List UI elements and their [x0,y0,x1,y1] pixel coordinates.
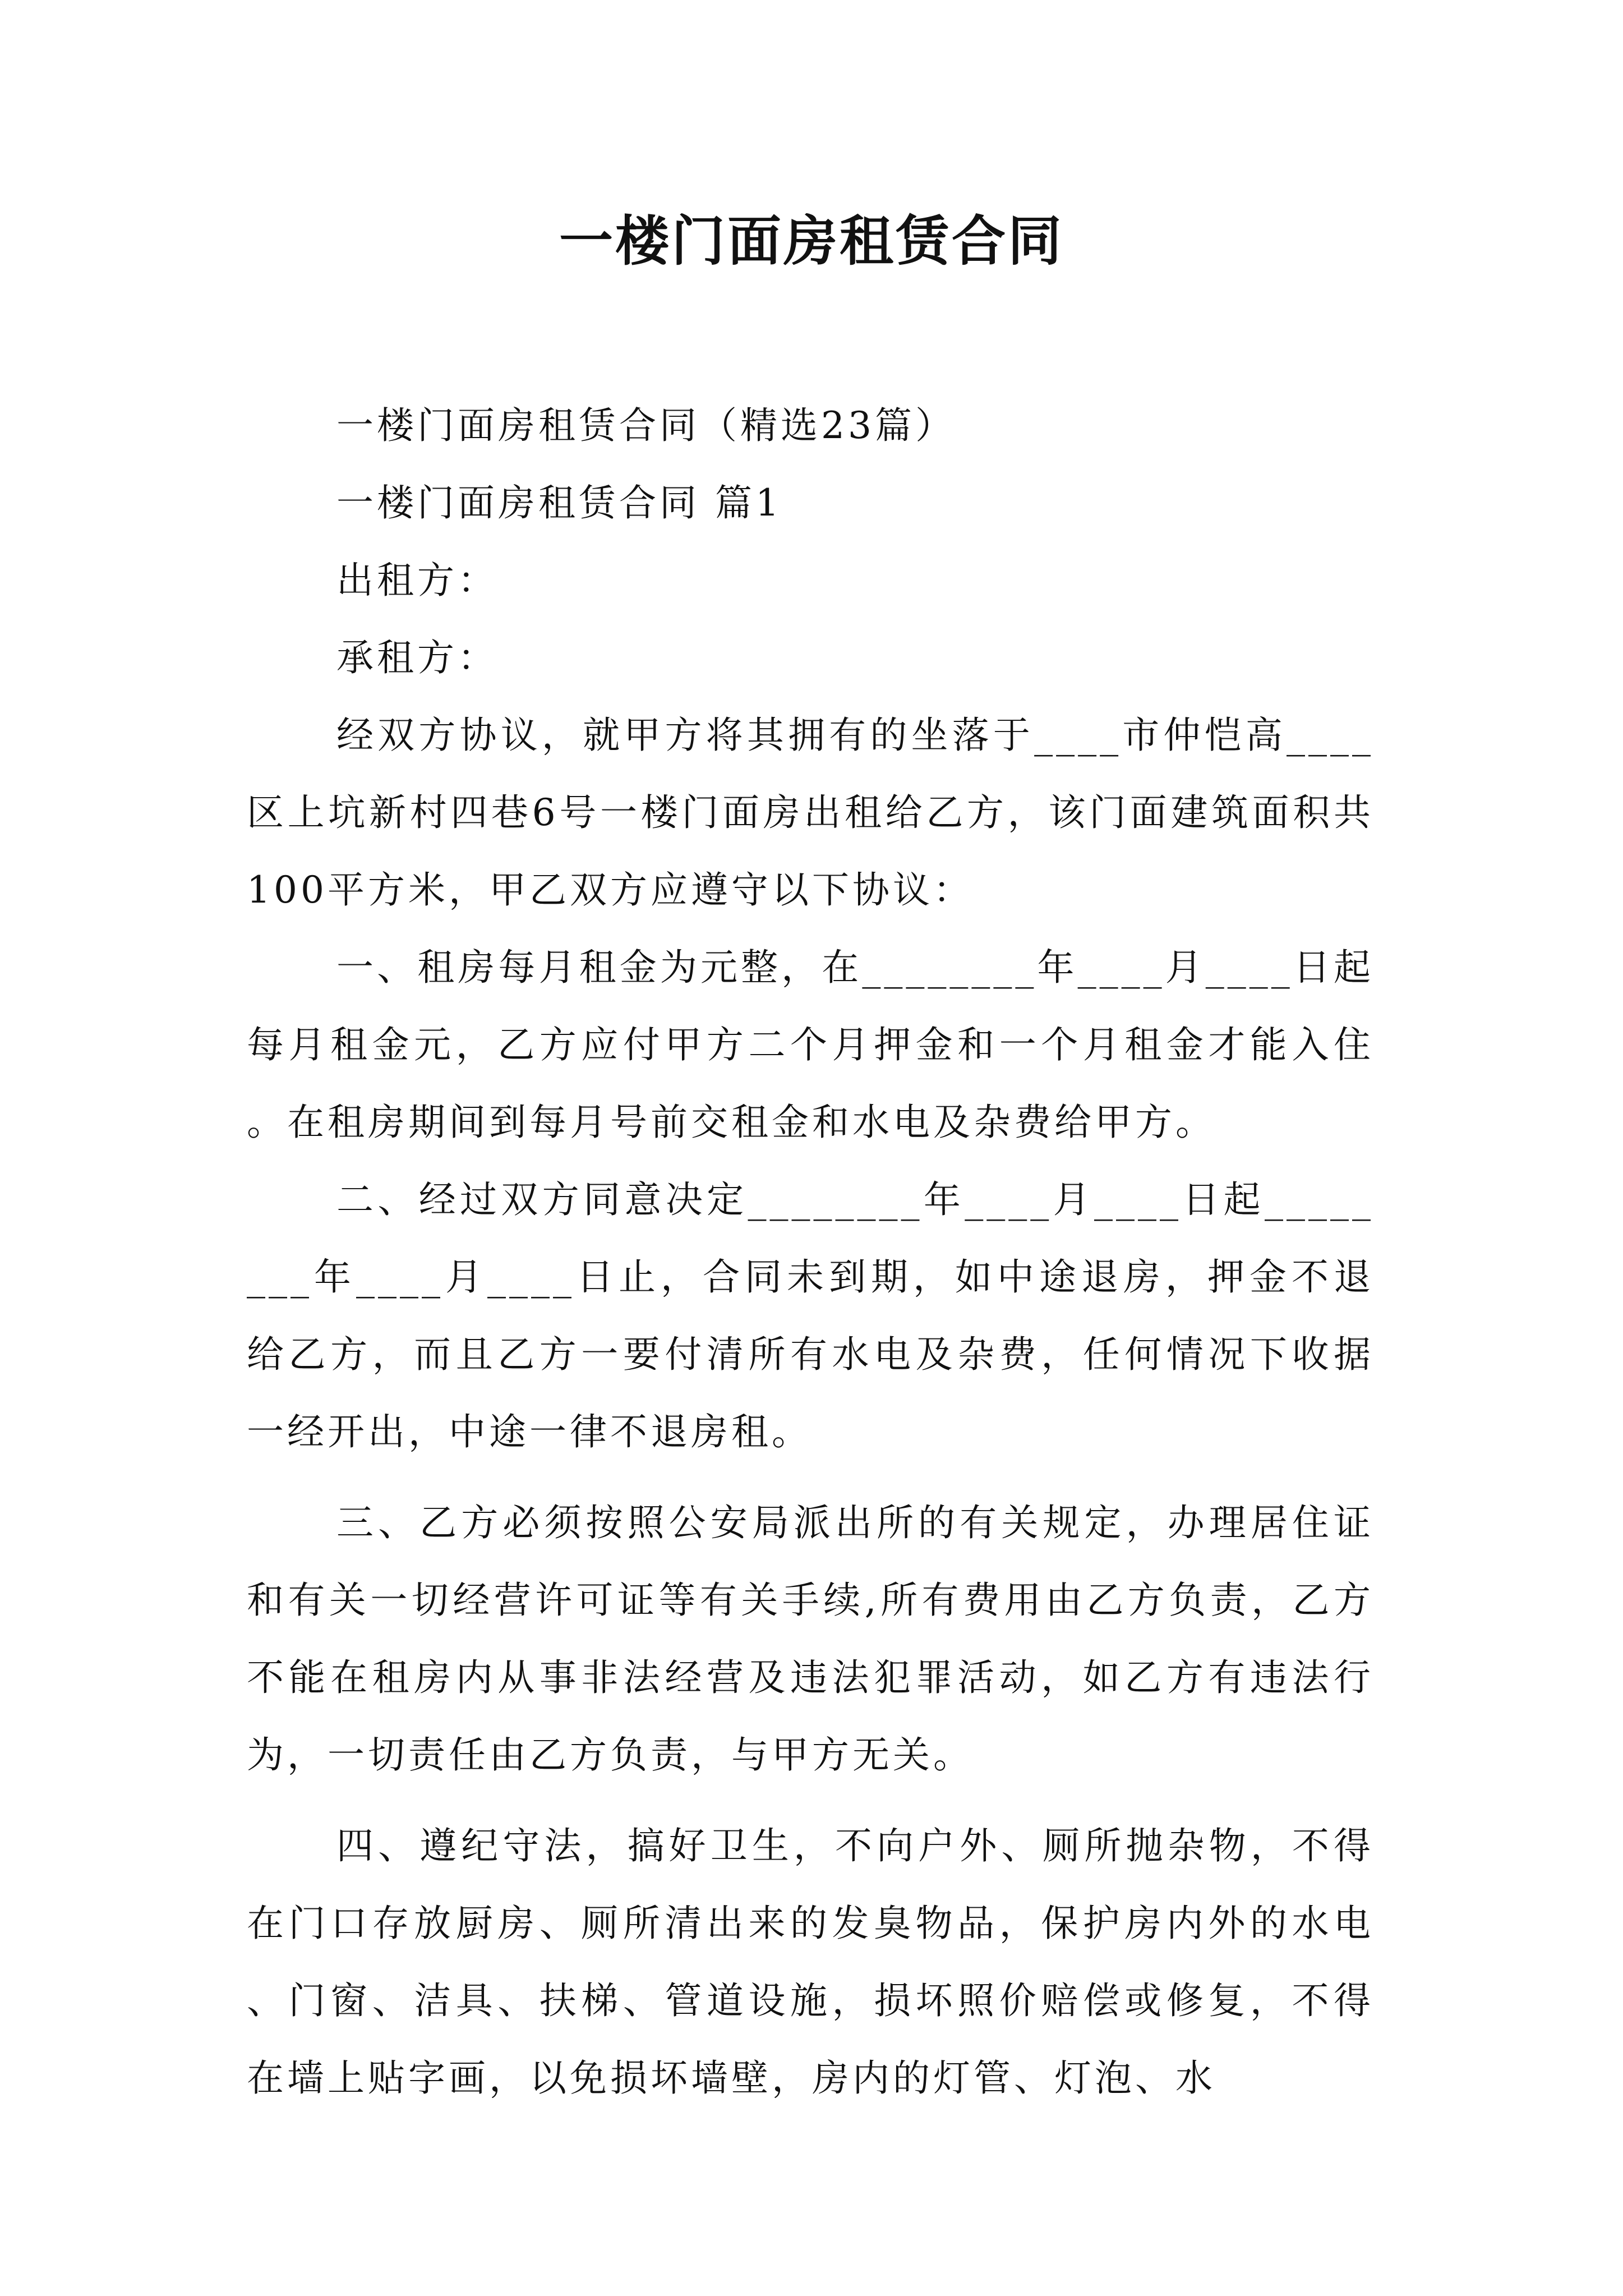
lessee-line: 承租方： [336,636,498,679]
document-body [247,387,1374,2117]
clause-4: 四、遵纪守法，搞好卫生，不向户外、厕所抛杂物，不得在门口存放厨房、厕所清出来的发臭物品，保护房内外的水电、门窗、洁具、扶梯、管道设施，损坏照价赔偿或修复，不得在墙上贴字画，以免损坏墙壁，房内的灯管、灯泡、水 [247,1824,1374,2100]
clause-3: 三、乙方必须按照公安局派出所的有关规定，办理居住证和有关一切经营许可证等有关手续,所有费用由乙方负责，乙方不能在租房内从事非法经营及违法犯罪活动，如乙方有违法行为，一切责任由乙方负责，与甲方无关。 [247,1501,1374,1777]
section-heading: 一楼门面房租赁合同 篇1 [336,481,782,524]
intro-paragraph: 经双方协议，就甲方将其拥有的坐落于____市仲恺高____区上坑新村四巷6号一楼门面房出租给乙方，该门面建筑面积共100平方米，甲乙双方应遵守以下协议： [247,714,1374,912]
document-title: 一楼门面房租赁合同 [559,210,1064,273]
clause-2: 二、经过双方同意决定________年____月____日起________年____月____日止，合同未到期，如中途退房，押金不退给乙方，而且乙方一要付清所有水电及杂费，任何情况下收据一经开出，中途一律不退房租。 [247,1178,1374,1453]
clause-1: 一、租房每月租金为元整，在________年____月____日起每月租金元，乙方应付甲方二个月押金和一个月租金才能入住。在租房期间到每月号前交租金和水电及杂费给甲方。 [247,946,1374,1144]
lessor-line: 出租方： [336,559,498,602]
document-subtitle: 一楼门面房租赁合同（精选23篇） [336,404,956,447]
